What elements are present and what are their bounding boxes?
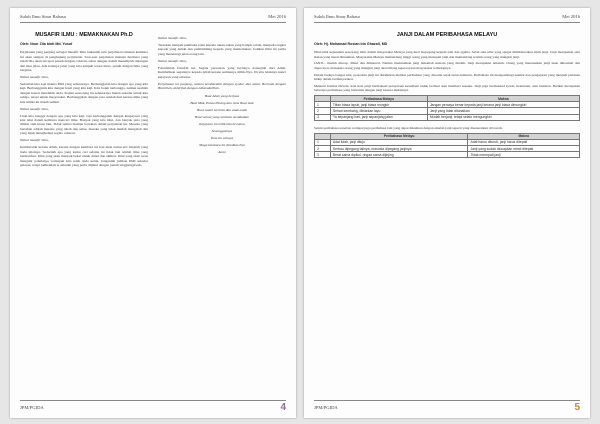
article-author: Oleh: Noor Zila binti Md. Yusuf (20, 42, 73, 46)
footer-text: JPM/PGIDA (20, 405, 44, 410)
right-page (304, 8, 590, 418)
paragraph: Falsafahlah falsafah ini. Segala persoalan yang bertanya datanglah dari Allah. Kembalikan segalanya kepada Allah kerana semuanya milik-Nya. Di situ letaknya kunci kejayaan yang sebenar. (158, 65, 286, 79)
paragraph-heading: Wahai musafir ilmu, (20, 106, 49, 111)
poem-line: Buat Mak, Pulau Pinang dan Jasa Buat mak (190, 101, 254, 106)
paragraph-heading: Wahai musafir ilmu, (20, 138, 49, 143)
table-cell: 2 (315, 108, 331, 114)
page-number: 5 (574, 402, 580, 413)
right-column (314, 28, 580, 163)
left-page-footer (20, 400, 286, 414)
header-date: Mei 2016 (268, 14, 286, 19)
paragraph-heading: Wahai musafir ilmu, (158, 58, 187, 63)
paragraph: JANJI... mudah diucap, diberi dan dimeterai. Namun menunaikan janji bukanlah sesuatu yang mudah. Janji merupakan amanah. Orang yang menunaikan janji akan dihormati dan dipercayai, manakala orang yang mungkir janji akan hilang kepercayaan masyarakat terhadapnya. (314, 61, 580, 70)
table-cell: Adat lidah, janji dituju (330, 139, 468, 145)
table-cell: Sehari kembang, dibiarkan layu (330, 108, 427, 114)
poem (158, 94, 286, 154)
paragraph: Dalam budaya bangsa kita, persoalan janji ini dizahirkan melalui peribahasa yang diwarisi sejak turun-temurun. Peribahasa ini mengandungi nasihat dan pengajaran yang menjadi panduan hidup dalam bermasyarakat. (314, 72, 580, 81)
paragraph: Menurut Kamus Dewan, kata kata janji bermaksud pernyataan kesediaan untuk berbuat atau memberi sesuatu. Janji juga bermaksud syarat, ketentuan, atau tuntutan. Berikut merupakan beberapa peribahasa yang berkaitan dengan janji beserta maknanya. (314, 83, 580, 93)
table-cell: Titian biasa lapuk, janji biasa mungkir (330, 102, 427, 108)
table-cell: 1 (315, 139, 331, 145)
poem-line: Sesungguhnya (211, 129, 233, 134)
table-header: Peribahasa Melayu (330, 96, 427, 102)
table-cell: Tidak menepati janji (468, 152, 580, 158)
poem-line: Moga kembara ini diredhai-Nya (199, 143, 245, 148)
table-cell: Kerbau dipegang talinya, manusia dipegang janjinya (330, 146, 468, 152)
table-row (315, 114, 580, 120)
paragraph: Sedarilah kita saja makna PhD yang sebenarnya. Berbanggalah kita dengan apa yang kita kaji. Berbanggalah kita dengan hasil yang kita kaji. Kita boleh berbangga, namun usahlah dengan hasrat mendabik dada. Kajian seseorang itu sebenarnya bukan sekadar untuk kita sahaja, tetapi untuk masyarakat. Berbanggalah dengan rasa rendah hati kerana ilmu yang kita miliki ini masih sedikit. (20, 82, 148, 104)
paragraph: Kembaralah kerana Allah, kerana dengan kembara ini kau akan temui erti falsafah yang tiada nilainya. Sedarilah apa yang kamu cari selama ini tidak lain adalah ilmu yang bermanfaat. Ilmu yang akan menjadi bekal untuk dunia dan akhirat. Ilmu yang akan terus mengalir pahalanya walaupun kita telah tiada kelak. Janganlah jadikan PhD sekadar gelaran, tetapi jadikanlah ia amanah yang perlu dipikul dengan penuh tanggungjawab. (20, 145, 148, 167)
table-cell: 3 (315, 152, 331, 158)
poem-line: Ilmu itu cahaya (210, 136, 234, 141)
poem-line: Buat suami tercinta dan anak-anak (197, 108, 247, 113)
header-divider (314, 22, 580, 23)
paragraph-heading: Wahai musafir ilmu, (20, 75, 49, 80)
table-cell: Janji yang sudah diucapkan mesti ditepati (468, 146, 580, 152)
article-author: Oleh: Hj. Mohamad Rosian bin Ghazali, MD (314, 42, 388, 46)
article-title: MUSAFIR ILMU : MEMAKNAKAN Ph.D (35, 32, 133, 38)
paragraph: Nilai-nilai kepatuhan seseorang lahir dalam masyarakat Melayu yang kuat berpegang kepada adat dan agama. Salah satu nilai yang sangat dititikberatkan ialah janji. Janji merupakan satu ikatan yang mesti ditunaikan. Masyarakat Melayu memandang tinggi orang yang menepati janji dan memandang rendah orang yang mungkir janji. (314, 50, 580, 59)
table-cell: Mudah berjanji, tetapi selalu mengungkiri (427, 114, 579, 120)
peribahasa-table-1 (314, 95, 580, 121)
table-header: Makna (468, 133, 580, 139)
poem-line: Buat Abah yang berjasa (204, 94, 240, 99)
table-row (315, 152, 580, 158)
poem-line: Amin (218, 150, 226, 155)
article-title: JANJI DALAM PERIBAHASA MELAYU (396, 32, 498, 38)
paragraph: Teruskan menjadi pembuka jalan kepada rakan-rakan yang hampir rebah, menjadi tongkat kepada yang lemah dan pembimbing kepada yang memerlukan. Jadikan ilmu itu pelita yang menerangi jalan orang lain. (158, 43, 286, 56)
table-cell: Janji yang tidak ditunaikan (427, 108, 579, 114)
table-cell: Adat harus dituruti, janji harus ditepati (468, 139, 580, 145)
table-header: Makna (427, 96, 579, 102)
page-number: 4 (280, 402, 286, 413)
paragraph: Usah kita bangga dengan apa yang kita kaji, tapi berbanggalah dengan keupayaan yang kita lalui dalam kembara mencari ilmu. Banyak yang kita lalui, dan banyak pula yang dilalui oleh insan lain. Tidak semua mampu bertahan dalam perjalanan ini. Mereka yang bertahan adalah mereka yang tabah dan sabar, mereka yang tidak mudah mengalah dan yang bijak menghadapi segala cabaran. (20, 113, 148, 136)
header-date: Mei 2016 (562, 14, 580, 19)
poem-line: Buat semua yang sentiasa mendoakan (194, 115, 250, 120)
table-cell: 1 (315, 102, 331, 108)
poem-line: Kejayaan ini milik kita bersama (199, 122, 245, 127)
peribahasa-table-2 (314, 133, 580, 159)
footer-text: JPM/PGIDA (314, 405, 338, 410)
paragraph: Perjalanan yang panjang sebagai musafir ilmu bukanlah satu perjalanan tahunan kembara ini akan sampai di penghujung perjalanan. Saat-saat perjalanan menuju destinasi yang entah bila akan tercapai penuh dengan cabaran, sabar dengan dalam menempuh rintangan dan liku jalan. Ada kalanya jalan yang kita tempuh terasa lurus, penuh dengan ilmu yang berguna. (20, 50, 148, 73)
right-page-footer (314, 400, 580, 414)
table-cell: Berat sama dipikul, ringan sama dijinjing (330, 152, 468, 158)
table-header: Peribahasa Melayu (330, 133, 468, 139)
paragraph: Perjalanan ini panjang, namun kembaralah dengan syukur dan sabar. Bermula dengan Bismillah, akhirilah dengan Alhamdulillah. (158, 81, 286, 91)
paragraph: Selain peribahasa tersebut, terdapat juga peribahasa lain yang dapat dikaitkan dengan amalan janji seperti yang disenaraikan di bawah. (314, 125, 503, 130)
table-cell: Jangan percaya benar kepada janji kerana janji biasa dimungkiri (427, 102, 579, 108)
left-page (10, 8, 296, 418)
header-divider (20, 22, 286, 23)
left-column-2 (158, 28, 286, 157)
header-publication: Suluh Ilmu Sinar Bahasa (314, 14, 360, 19)
paragraph-heading: Wahai musafir ilmu, (158, 36, 187, 40)
table-cell: 2 (315, 146, 331, 152)
table-cell: 3 (315, 114, 331, 120)
header-publication: Suluh Ilmu Sinar Bahasa (20, 14, 66, 19)
table-cell: Ya sepanjang hari, janji sepanjang jalan (330, 114, 427, 120)
left-column-1 (20, 28, 148, 170)
